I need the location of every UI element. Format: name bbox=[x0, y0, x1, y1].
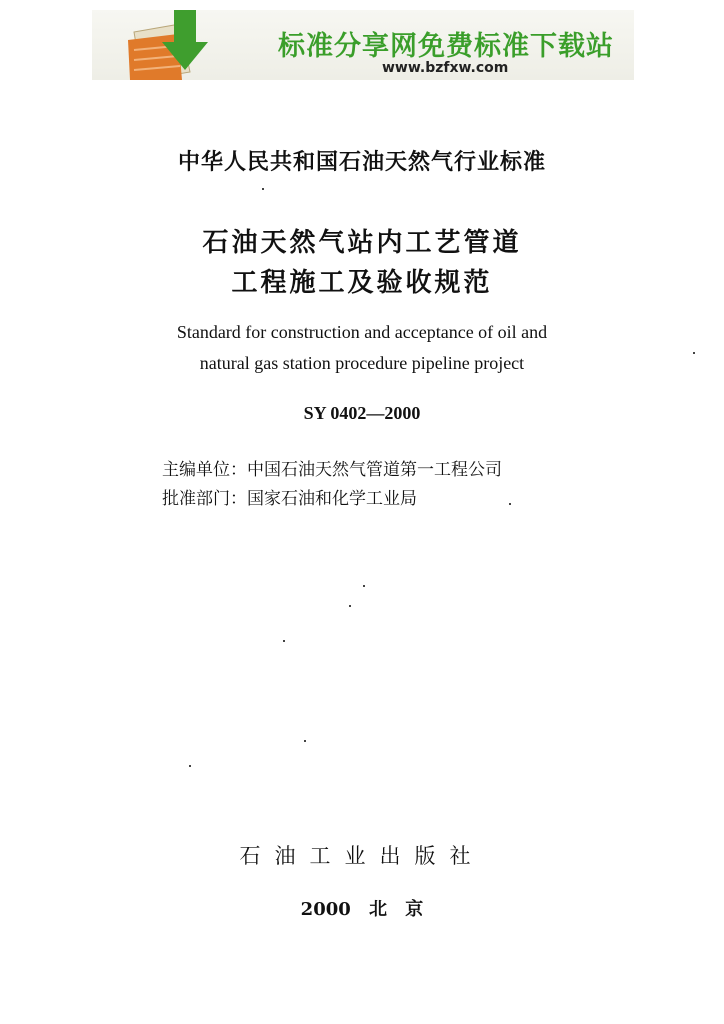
english-title-line-2: natural gas station procedure pipeline project bbox=[199, 353, 525, 373]
banner-site-url[interactable]: www.bzfxw.com bbox=[382, 60, 509, 76]
scan-speck bbox=[262, 188, 264, 190]
scan-speck bbox=[363, 585, 365, 587]
document-title-line-2: 工程施工及验收规范 bbox=[231, 268, 493, 298]
industry-standard-heading: 中华人民共和国石油天然气行业标准 bbox=[177, 150, 546, 175]
publisher-name: 石油工业出版社 bbox=[239, 844, 485, 868]
document-title-line-1: 石油天然气站内工艺管道 bbox=[202, 228, 522, 258]
english-title-line-1: Standard for construction and acceptance of oil and bbox=[176, 322, 548, 342]
publication-year-place: 2000 北 京 bbox=[300, 899, 424, 920]
scan-speck bbox=[349, 605, 351, 607]
site-banner[interactable] bbox=[92, 10, 634, 80]
editor-organization: 主编单位：中国石油天然气管道第一工程公司 bbox=[162, 460, 502, 480]
scan-speck bbox=[693, 352, 695, 354]
standard-code: SY 0402—2000 bbox=[303, 403, 421, 423]
banner-site-title: 标准分享网免费标准下载站 bbox=[278, 31, 614, 62]
download-arrow-documents-icon bbox=[120, 10, 220, 80]
scan-speck bbox=[509, 503, 511, 505]
approval-organization: 批准部门：国家石油和化学工业局 bbox=[162, 489, 417, 509]
scan-speck bbox=[189, 765, 191, 767]
scan-speck bbox=[283, 640, 285, 642]
scan-speck bbox=[304, 740, 306, 742]
